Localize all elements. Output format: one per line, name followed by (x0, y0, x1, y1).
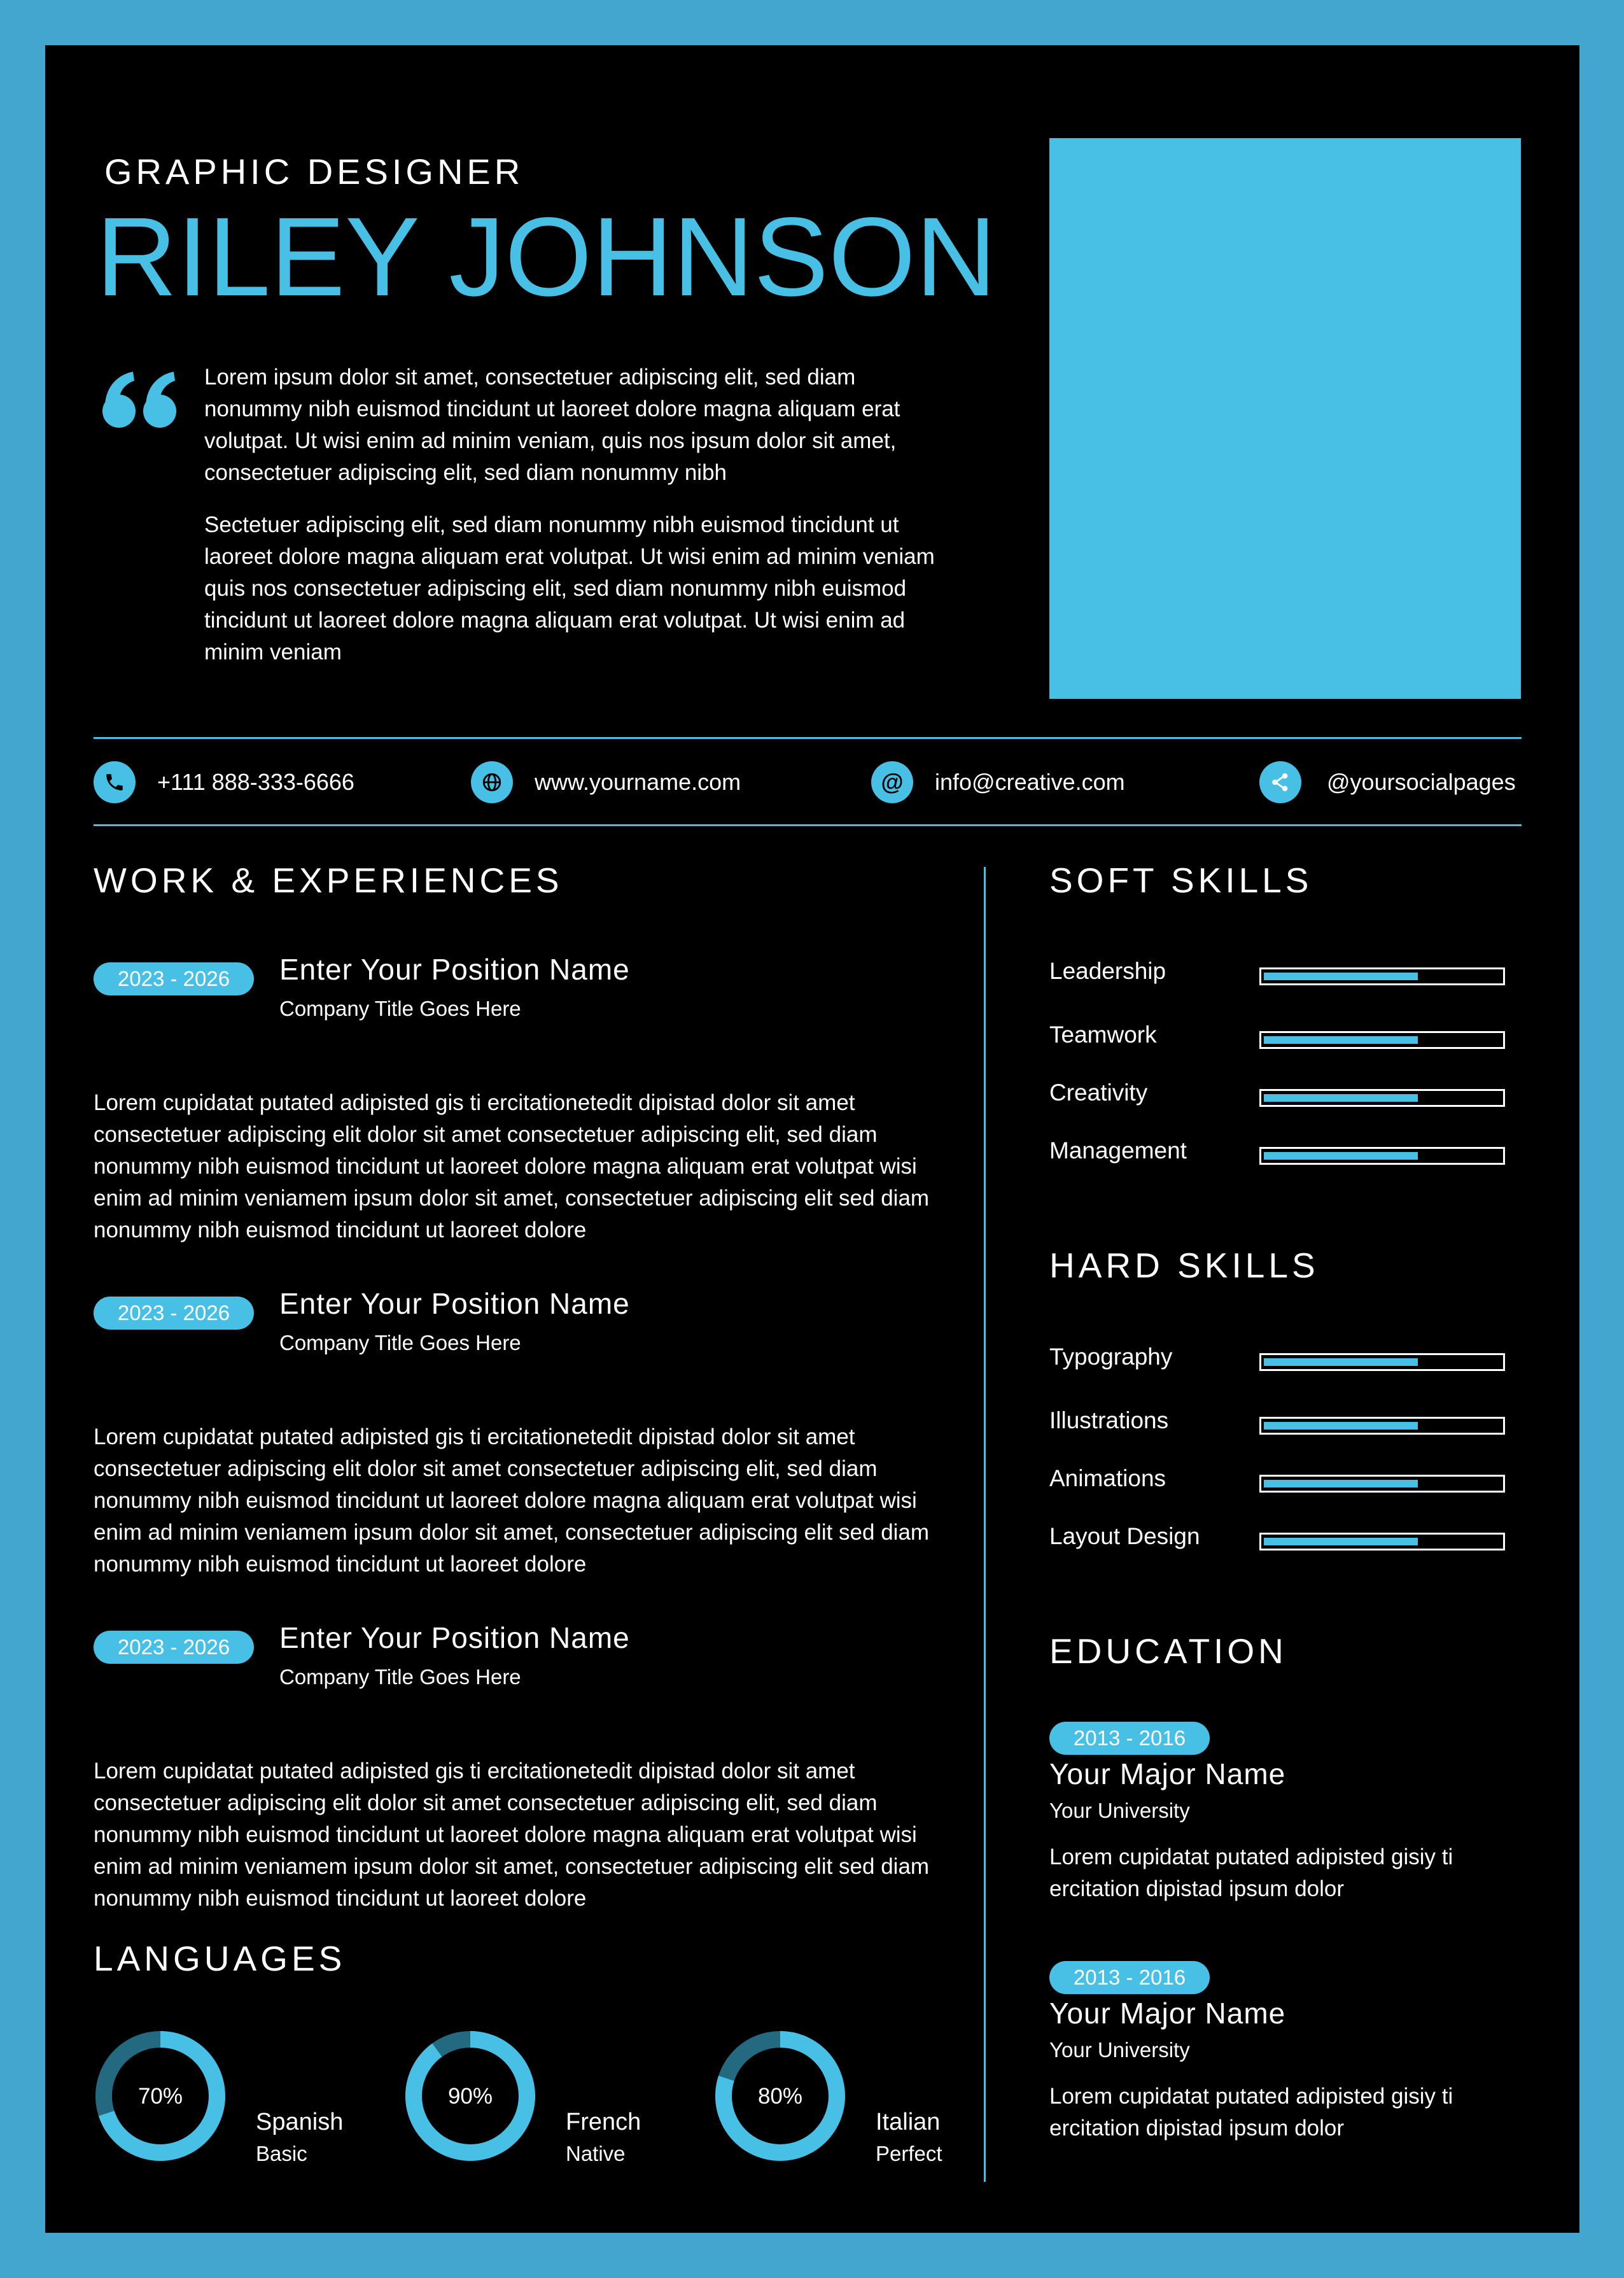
work-line: Lorem cupidatat putated adipisted gis ti ercitationetedit dipistad dolor sit amet (94, 1090, 855, 1115)
language-level: Perfect (876, 2142, 942, 2165)
skill-name: Teamwork (1049, 1022, 1157, 1048)
work-period-badge: 2023 - 2026 (94, 962, 254, 995)
contact-phone[interactable] (94, 761, 354, 803)
work-section-title: WORK & EXPERIENCES (94, 861, 563, 900)
work-description (94, 1421, 972, 1580)
intro-line: volutpat. Ut wisi enim ad minim veniam, quis nos ipsum dolor sit amet, (204, 428, 897, 453)
major-name: Your Major Name (1049, 1997, 1286, 2030)
skill-bar (1259, 1089, 1505, 1107)
skill-bar-fill (1264, 1036, 1418, 1044)
share-icon (1259, 761, 1301, 803)
skill-bar-fill (1264, 1152, 1418, 1160)
phone-text: +111 888-333-6666 (157, 769, 354, 795)
education-description (1049, 1841, 1520, 1905)
intro-line: quis nos consectetuer adipiscing elit, sed diam nonummy nibh euismod (204, 576, 907, 601)
university-name: Your University (1049, 1799, 1190, 1822)
education-period-badge: 2013 - 2016 (1049, 1722, 1210, 1755)
soft-skills-title: SOFT SKILLS (1049, 861, 1313, 900)
skill-name: Animations (1049, 1465, 1166, 1491)
education-line: Lorem cupidatat putated adipisted gisiy ti (1049, 2084, 1453, 2109)
company-title: Company Title Goes Here (279, 1331, 521, 1354)
photo-placeholder (1049, 138, 1521, 699)
skill-name: Layout Design (1049, 1523, 1200, 1549)
quote-icon (100, 367, 183, 443)
phone-icon (94, 761, 136, 803)
language-donut (403, 2029, 537, 2163)
intro-paragraph-2 (204, 509, 1006, 668)
language-donut (713, 2029, 847, 2163)
work-line: enim ad minim veniamem ipsum dolor sit amet, consectetuer adipiscing elit sed diam (94, 1854, 930, 1879)
work-line: Lorem cupidatat putated adipisted gis ti ercitationetedit dipistad dolor sit amet (94, 1424, 855, 1449)
languages-section-title: LANGUAGES (94, 1939, 346, 1978)
work-line: nonummy nibh euismod tincidunt ut laoreet dolore (94, 1886, 587, 1911)
work-description (94, 1755, 972, 1915)
email-text: info@creative.com (935, 769, 1125, 795)
intro-paragraph-1 (204, 362, 1006, 489)
social-text: @yoursocialpages (1327, 769, 1516, 795)
globe-icon (471, 761, 513, 803)
language-name: French (566, 2109, 641, 2135)
contact-social[interactable] (1259, 761, 1516, 803)
work-line: Lorem cupidatat putated adipisted gis ti ercitationetedit dipistad dolor sit amet (94, 1759, 855, 1783)
column-divider (984, 867, 986, 2182)
language-level: Native (566, 2142, 626, 2165)
work-period-badge: 2023 - 2026 (94, 1297, 254, 1330)
contact-email[interactable] (871, 761, 1125, 803)
contact-website[interactable] (471, 761, 741, 803)
skill-bar-fill (1264, 1538, 1418, 1545)
language-level: Basic (256, 2142, 307, 2165)
donut-percent: 70% (137, 2084, 183, 2109)
resume-sheet (45, 45, 1579, 2233)
at-icon: @ (871, 761, 913, 803)
work-line: nonummy nibh euismod tincidunt ut laoreet dolore (94, 1218, 587, 1242)
intro-line: tincidunt ut laoreet dolore magna aliquam erat volutpat. Ut wisi enim ad (204, 608, 906, 633)
skill-bar (1259, 1417, 1505, 1435)
work-period-badge: 2023 - 2026 (94, 1631, 254, 1664)
skill-bar-fill (1264, 1480, 1418, 1487)
divider-bottom (94, 824, 1522, 826)
skill-bar-fill (1264, 1094, 1418, 1102)
divider-top (94, 737, 1522, 739)
skill-bar (1259, 967, 1505, 985)
work-line: consectetuer adipiscing elit dolor sit amet consectetuer adipiscing elit, sed diam (94, 1790, 878, 1815)
donut-percent: 90% (447, 2084, 493, 2109)
education-title: EDUCATION (1049, 1631, 1287, 1671)
language-name: Italian (876, 2109, 941, 2135)
person-name: RILEY JOHNSON (96, 195, 997, 320)
work-line: nonummy nibh euismod tincidunt ut laoreet dolore magna aliquam erat volutpat wisi (94, 1822, 917, 1847)
work-line: enim ad minim veniamem ipsum dolor sit amet, consectetuer adipiscing elit sed diam (94, 1520, 930, 1545)
intro-line: minim veniam (204, 640, 342, 664)
work-line: nonummy nibh euismod tincidunt ut laoreet dolore magna aliquam erat volutpat wisi (94, 1488, 917, 1513)
language-donut (94, 2029, 227, 2163)
skill-bar-fill (1264, 973, 1418, 980)
position-name: Enter Your Position Name (279, 953, 630, 986)
university-name: Your University (1049, 2038, 1190, 2062)
skill-name: Creativity (1049, 1079, 1148, 1106)
position-name: Enter Your Position Name (279, 1621, 630, 1654)
skill-name: Typography (1049, 1344, 1173, 1370)
skill-bar (1259, 1353, 1505, 1371)
intro-line: consectetuer adipiscing elit, sed diam nonummy nibh (204, 460, 727, 485)
skill-bar-fill (1264, 1422, 1418, 1430)
work-line: nonummy nibh euismod tincidunt ut laoreet dolore magna aliquam erat volutpat wisi (94, 1154, 917, 1179)
education-period-badge: 2013 - 2016 (1049, 1961, 1210, 1994)
skill-bar (1259, 1031, 1505, 1049)
education-line: ercitation dipistad ipsum dolor (1049, 1876, 1345, 1901)
intro-line: nonummy nibh euismod tincidunt ut laoreet dolore magna aliquam erat (204, 397, 900, 421)
intro-line: Lorem ipsum dolor sit amet, consectetuer adipiscing elit, sed diam (204, 365, 856, 390)
skill-name: Illustrations (1049, 1407, 1169, 1433)
skill-bar (1259, 1147, 1505, 1165)
website-text: www.yourname.com (535, 769, 741, 795)
skill-name: Management (1049, 1137, 1187, 1164)
major-name: Your Major Name (1049, 1757, 1286, 1790)
education-line: Lorem cupidatat putated adipisted gisiy ti (1049, 1845, 1453, 1869)
education-description (1049, 2081, 1520, 2144)
skill-bar (1259, 1533, 1505, 1550)
work-description (94, 1087, 972, 1246)
company-title: Company Title Goes Here (279, 997, 521, 1020)
intro-line: laoreet dolore magna aliquam erat volutpat. Ut wisi enim ad minim veniam (204, 544, 935, 569)
language-name: Spanish (256, 2109, 344, 2135)
hard-skills-title: HARD SKILLS (1049, 1246, 1319, 1285)
skill-bar-fill (1264, 1358, 1418, 1366)
work-line: enim ad minim veniamem ipsum dolor sit amet, consectetuer adipiscing elit sed diam (94, 1186, 930, 1211)
education-line: ercitation dipistad ipsum dolor (1049, 2116, 1345, 2141)
work-line: nonummy nibh euismod tincidunt ut laoreet dolore (94, 1552, 587, 1577)
skill-bar (1259, 1475, 1505, 1493)
donut-percent: 80% (757, 2084, 803, 2109)
company-title: Company Title Goes Here (279, 1665, 521, 1689)
job-title: GRAPHIC DESIGNER (104, 151, 524, 192)
intro-line: Sectetuer adipiscing elit, sed diam nonummy nibh euismod tincidunt ut (204, 512, 899, 537)
work-line: consectetuer adipiscing elit dolor sit amet consectetuer adipiscing elit, sed diam (94, 1122, 878, 1147)
work-line: consectetuer adipiscing elit dolor sit amet consectetuer adipiscing elit, sed diam (94, 1456, 878, 1481)
skill-name: Leadership (1049, 958, 1166, 984)
position-name: Enter Your Position Name (279, 1287, 630, 1320)
